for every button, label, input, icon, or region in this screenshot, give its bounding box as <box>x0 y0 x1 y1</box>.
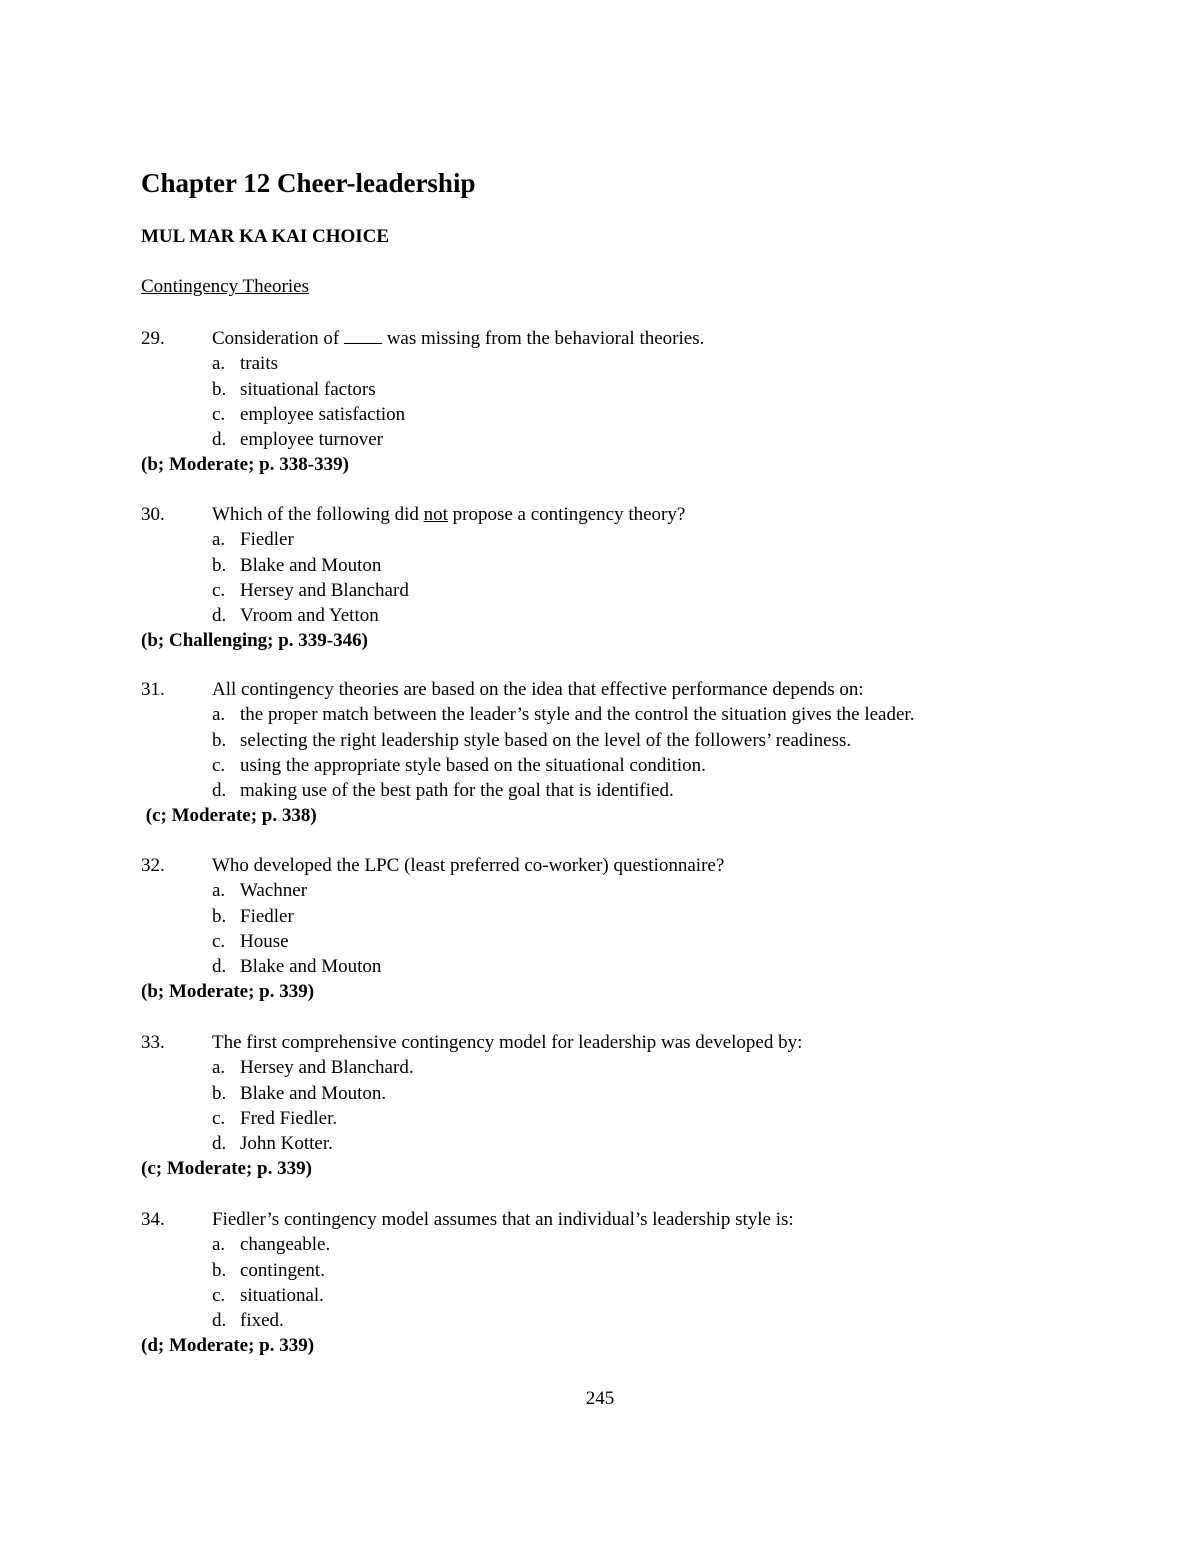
option: a. Hersey and Blanchard. <box>212 1057 414 1079</box>
option: c. using the appropriate style based on the situational condition. <box>212 754 706 776</box>
answer-key: (d; Moderate; p. 339) <box>141 1335 315 1357</box>
option: b. Blake and Mouton. <box>212 1082 387 1104</box>
option: b. Fiedler <box>212 905 294 927</box>
option: d. employee turnover <box>212 429 383 451</box>
question-33 <box>141 1030 1141 1182</box>
option: a. Wachner <box>212 880 308 902</box>
page-number: 245 <box>585 1388 615 1409</box>
answer-key: (b; Moderate; p. 339) <box>141 981 315 1003</box>
option: b. Blake and Mouton <box>212 554 382 576</box>
option: a. traits <box>212 353 278 375</box>
question-32 <box>141 853 1141 1005</box>
question-number: 29. <box>141 328 165 349</box>
question-number: 33. <box>141 1032 165 1053</box>
question-number: 30. <box>141 504 165 525</box>
option: c. House <box>212 930 289 952</box>
answer-blank <box>344 328 382 344</box>
question-30 <box>141 502 1141 654</box>
option: c. employee satisfaction <box>212 403 406 425</box>
option: d. Vroom and Yetton <box>212 605 379 627</box>
emphasis-not: not <box>423 504 448 525</box>
question-number: 32. <box>141 855 165 876</box>
answer-key: (b; Moderate; p. 338-339) <box>141 454 349 476</box>
question-number: 34. <box>141 1209 165 1230</box>
question-number: 31. <box>141 679 165 700</box>
answer-key: (c; Moderate; p. 339) <box>141 1158 312 1180</box>
option: a. the proper match between the leader’s style and the control the situation gives the leader. <box>212 704 915 726</box>
question-text: Consideration of was missing from the behavioral theories. <box>212 328 705 349</box>
option: a. changeable. <box>212 1234 331 1256</box>
option: d. fixed. <box>212 1310 284 1332</box>
option: b. situational factors <box>212 378 376 400</box>
option: d. making use of the best path for the goal that is identified. <box>212 780 674 802</box>
answer-key: (c; Moderate; p. 338) <box>141 805 317 827</box>
option: d. Blake and Mouton <box>212 956 382 978</box>
question-31 <box>141 677 1141 829</box>
question-text: Fiedler’s contingency model assumes that an individual’s leadership style is: <box>212 1209 794 1230</box>
answer-key: (b; Challenging; p. 339-346) <box>141 630 368 652</box>
option: d. John Kotter. <box>212 1133 333 1155</box>
question-34 <box>141 1207 1141 1359</box>
question-text: All contingency theories are based on the idea that effective performance depends on: <box>212 679 864 700</box>
question-text: Which of the following did not propose a contingency theory? <box>212 504 686 525</box>
question-text: Who developed the LPC (least preferred co-worker) questionnaire? <box>212 855 725 876</box>
option: a. Fiedler <box>212 529 294 551</box>
option: c. situational. <box>212 1284 324 1306</box>
question-text: The first comprehensive contingency model for leadership was developed by: <box>212 1032 803 1053</box>
option: b. contingent. <box>212 1259 325 1281</box>
option: c. Hersey and Blanchard <box>212 579 409 601</box>
option: c. Fred Fiedler. <box>212 1107 338 1129</box>
subsection-heading: Contingency Theories <box>141 276 309 297</box>
option: b. selecting the right leadership style based on the level of the followers’ readiness. <box>212 729 852 751</box>
section-heading: MUL MAR KA KAI CHOICE <box>141 226 390 247</box>
chapter-title: Chapter 12 Cheer-leadership <box>141 168 476 198</box>
question-29 <box>141 326 1141 478</box>
